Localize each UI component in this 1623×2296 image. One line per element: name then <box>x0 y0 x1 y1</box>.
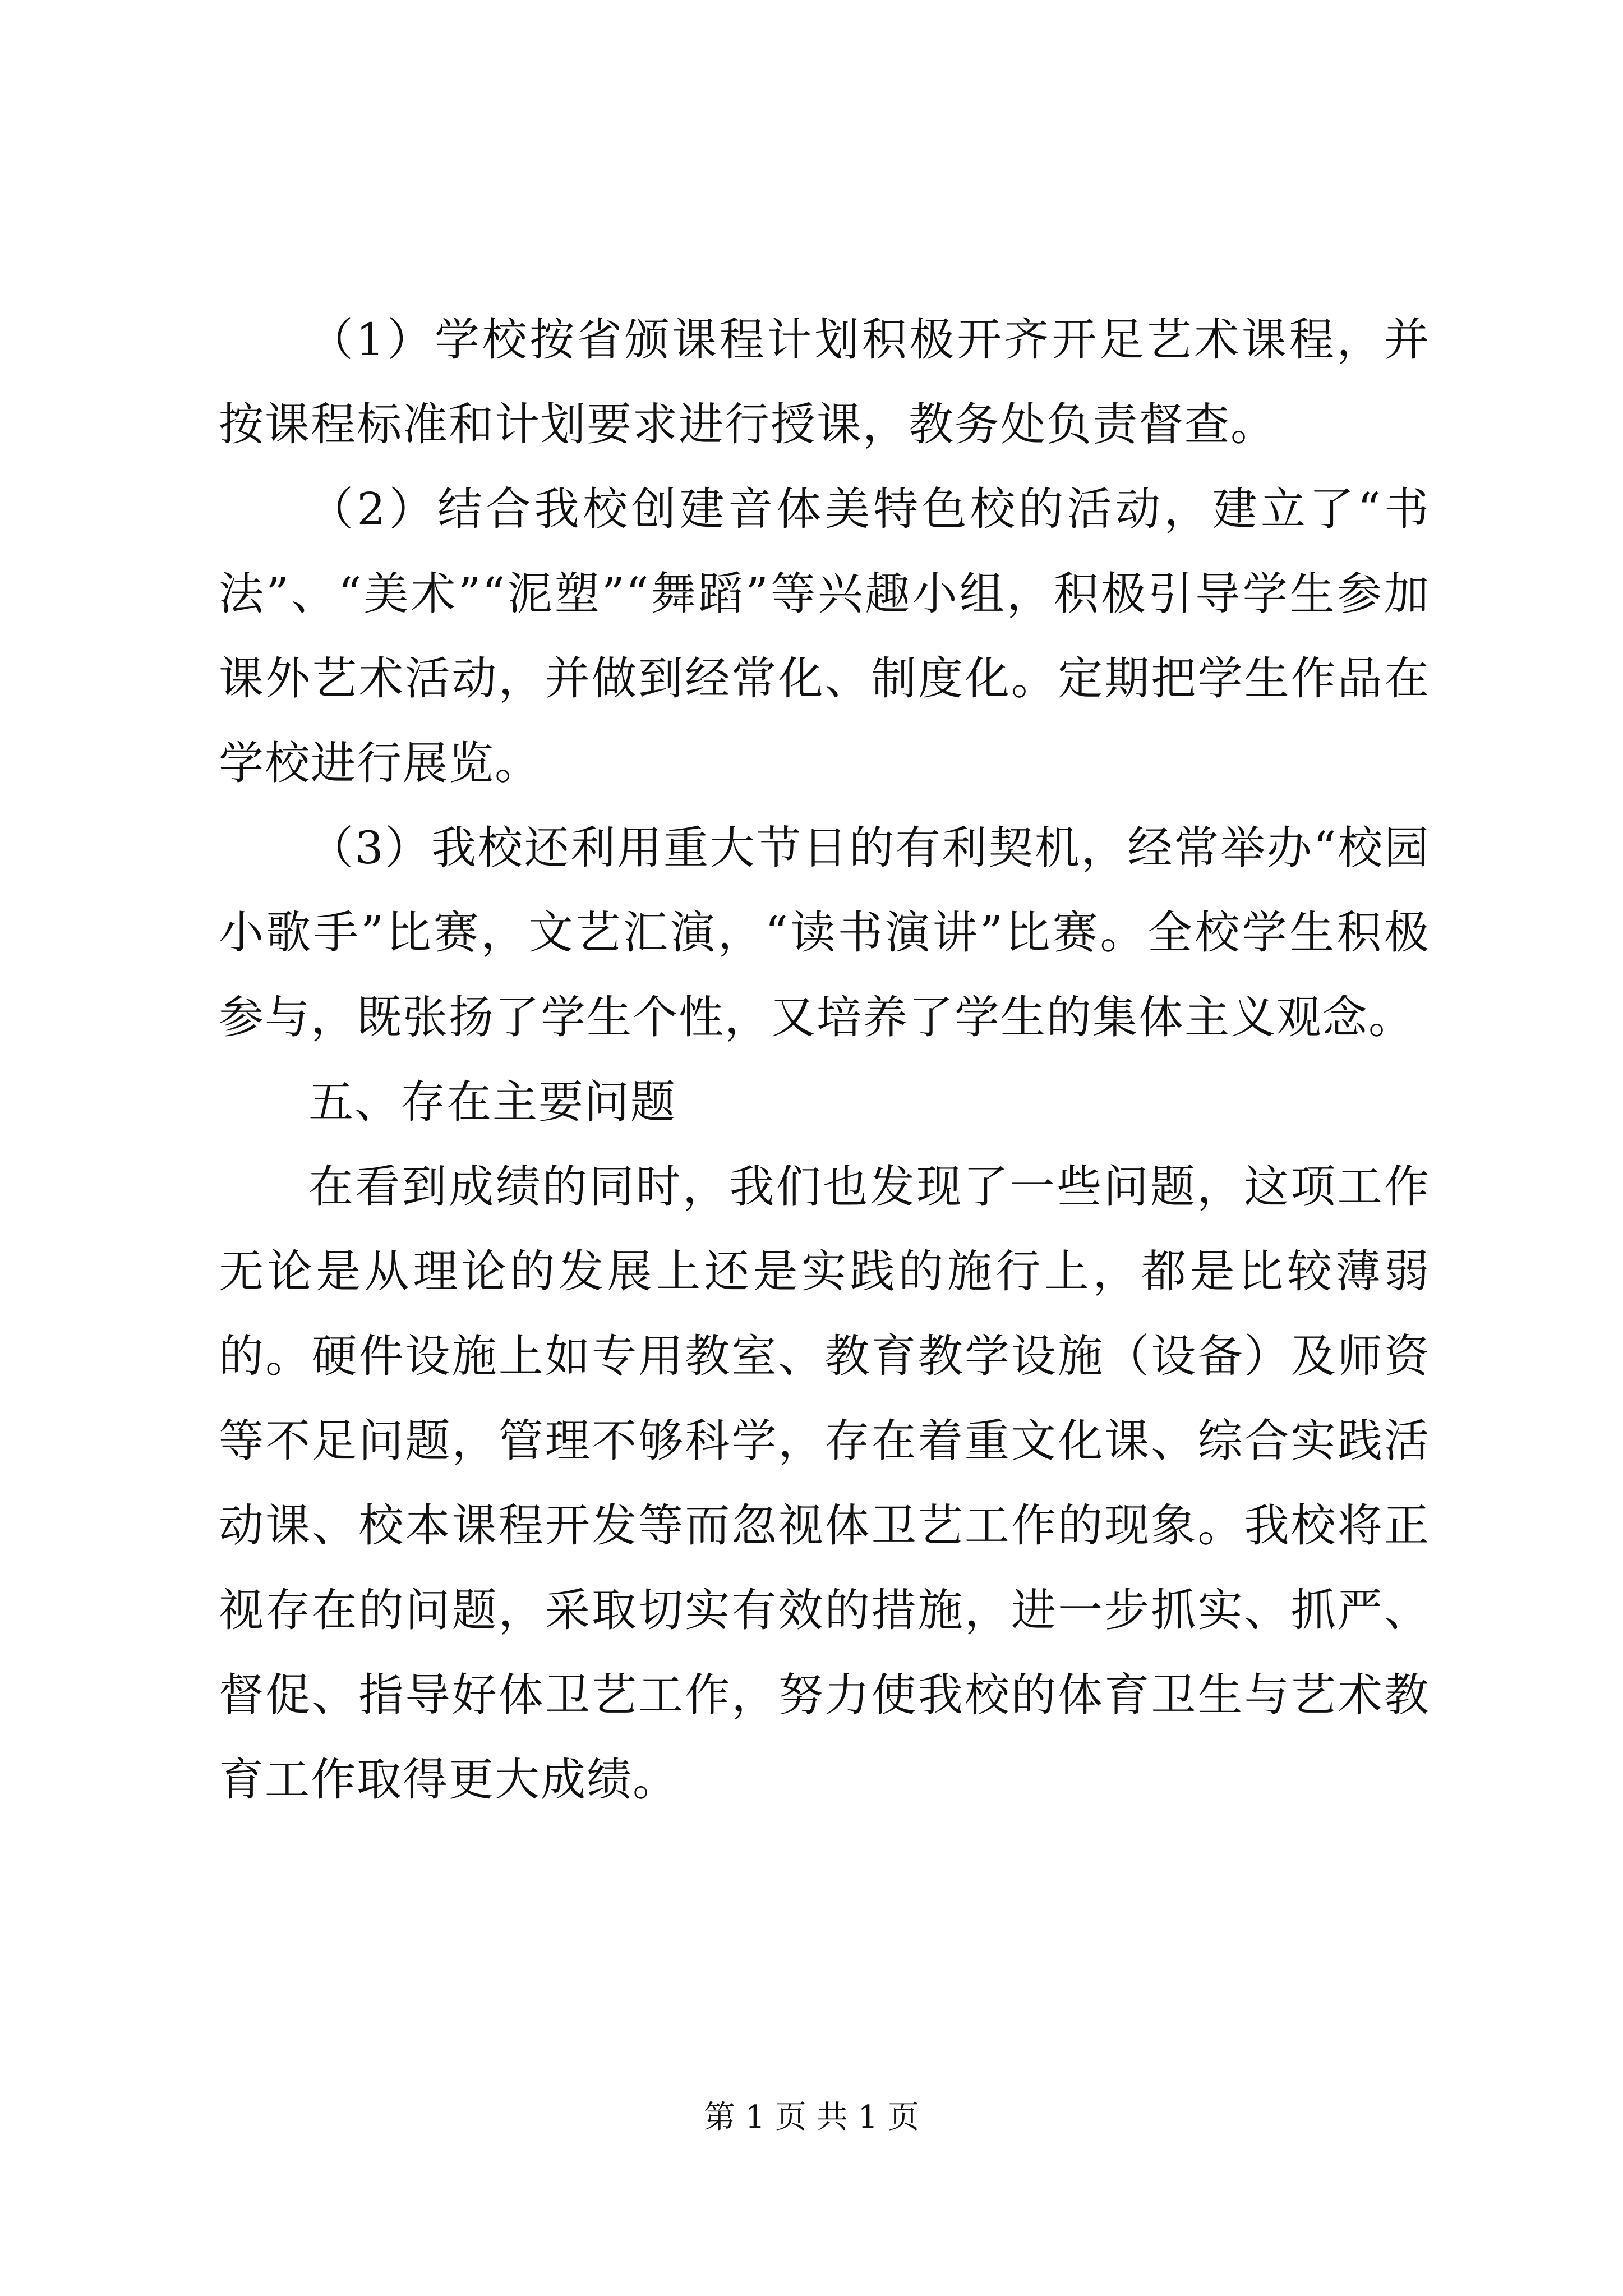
document-body <box>219 297 1430 1822</box>
paragraph-art-curriculum: （1）学校按省颁课程计划积极开齐开足艺术课程，并按课程标准和计划要求进行授课，教务处负责督查。 <box>219 314 1430 450</box>
paragraph-problems: 在看到成绩的同时，我们也发现了一些问题，这项工作无论是从理论的发展上还是实践的施行上，都是比较薄弱的。硬件设施上如专用教室、教育教学设施（设备）及师资等不足问题，管理不够科学，存在着重文化课、综合实践活动课、校本课程开发等而忽视体卫艺工作的现象。我校将正视存在的问题，采取切实有效的措施，进一步抓实、抓严、督促、指导好体卫艺工作，努力使我校的体育卫生与艺术教育工作取得更大成绩。 <box>219 1161 1430 1806</box>
section-heading-problems: 五、存在主要问题 <box>308 1076 676 1128</box>
paragraph-interest-groups: （2）结合我校创建音体美特色校的活动，建立了“书法”、“美术”“泥塑”“舞蹈”等兴趣小组，积极引导学生参加课外艺术活动，并做到经常化、制度化。定期把学生作品在学校进行展览。 <box>219 483 1430 789</box>
page-number-footer: 第 1 页 共 1 页 <box>703 2099 920 2136</box>
paragraph-festival-activities: （3）我校还利用重大节日的有利契机，经常举办“校园小歌手”比赛，文艺汇演，“读书演讲”比赛。全校学生积极参与，既张扬了学生个性，又培养了学生的集体主义观念。 <box>219 822 1430 1043</box>
